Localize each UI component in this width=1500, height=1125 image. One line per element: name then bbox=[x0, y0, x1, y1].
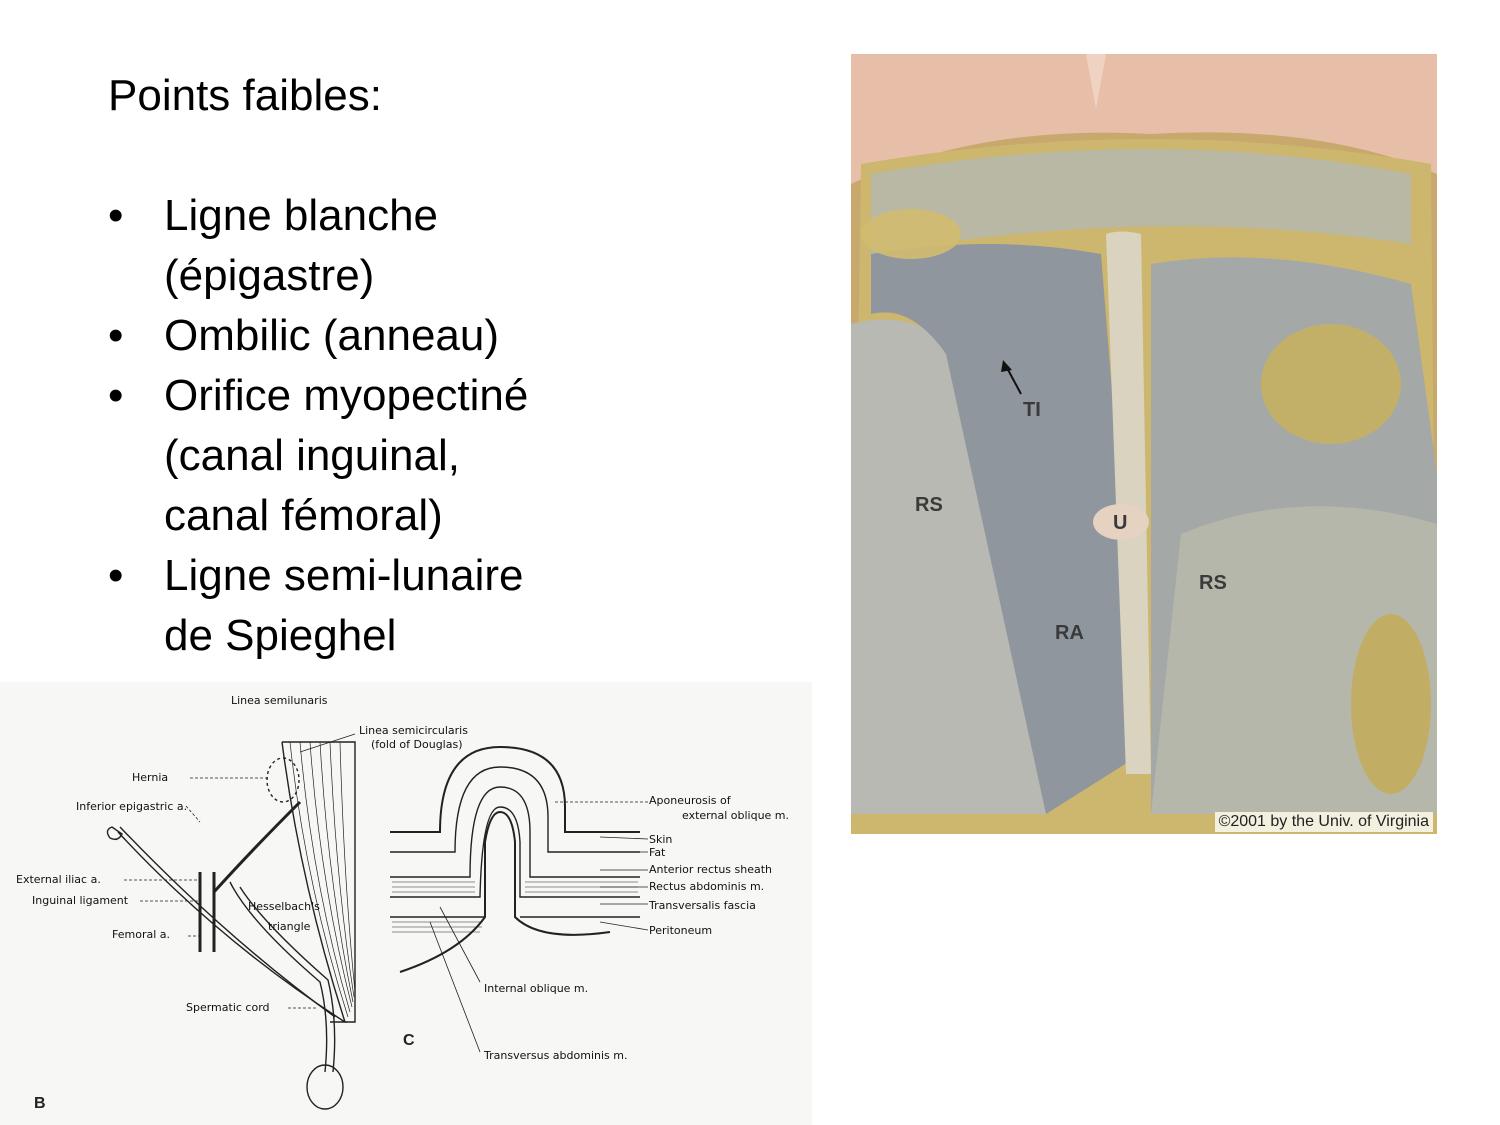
photo-copyright: ©2001 by the Univ. of Virginia bbox=[1215, 812, 1433, 832]
list-item bbox=[108, 306, 628, 366]
dissection-photo-illustration bbox=[851, 54, 1437, 834]
bullet-text-line: (épigastre) bbox=[164, 251, 375, 300]
label-external-oblique: external oblique m. bbox=[682, 809, 790, 822]
weak-points-list bbox=[108, 186, 628, 666]
bullet-icon: • bbox=[108, 551, 124, 600]
panel-letter-c: C bbox=[403, 1032, 415, 1049]
dissection-photo bbox=[851, 54, 1437, 834]
label-hesselbach: Hesselbach's bbox=[248, 900, 320, 913]
bullet-text-line: canal fémoral) bbox=[164, 491, 443, 540]
panel-letter-b: B bbox=[34, 1095, 46, 1112]
label-internal-oblique: Internal oblique m. bbox=[484, 982, 589, 995]
list-item bbox=[108, 366, 628, 546]
list-item bbox=[108, 186, 628, 306]
label-spermatic-cord: Spermatic cord bbox=[186, 1001, 270, 1014]
bullet-text-line: Ombilic (anneau) bbox=[164, 311, 500, 360]
photo-label-ti: TI bbox=[1023, 399, 1041, 421]
label-fold-of-douglas: (fold of Douglas) bbox=[371, 738, 463, 751]
label-peritoneum: Peritoneum bbox=[649, 924, 713, 937]
label-transversus-abdominis: Transversus abdominis m. bbox=[484, 1049, 628, 1062]
photo-label-u: U bbox=[1113, 512, 1128, 534]
list-item bbox=[108, 546, 628, 666]
bullet-text-line: de Spieghel bbox=[164, 611, 397, 660]
bullet-text-line: Ligne semi-lunaire bbox=[164, 551, 524, 600]
label-inferior-epigastric: Inferior epigastric a. bbox=[76, 800, 188, 813]
bullet-text-line: Orifice myopectiné bbox=[164, 371, 529, 420]
photo-label-rs-left: RS bbox=[915, 494, 943, 516]
label-rectus-abdominis: Rectus abdominis m. bbox=[649, 880, 765, 893]
bullet-text-line: Ligne blanche bbox=[164, 191, 439, 240]
slide-title: Points faibles: bbox=[108, 71, 382, 120]
label-hernia: Hernia bbox=[132, 771, 169, 784]
bullet-icon: • bbox=[108, 311, 124, 360]
photo-label-ra: RA bbox=[1055, 622, 1084, 644]
hernia-anatomy-figure bbox=[0, 682, 812, 1125]
label-external-iliac: External iliac a. bbox=[16, 873, 101, 886]
label-transversalis-fascia: Transversalis fascia bbox=[649, 899, 756, 912]
label-skin: Skin bbox=[649, 833, 673, 846]
label-fat: Fat bbox=[649, 846, 666, 859]
label-linea-semilunaris: Linea semilunaris bbox=[231, 694, 328, 707]
label-linea-semicircularis: Linea semicircularis bbox=[359, 724, 468, 737]
label-hesselbach-triangle: triangle bbox=[268, 920, 311, 933]
bullet-text-line: (canal inguinal, bbox=[164, 431, 460, 480]
bullet-icon: • bbox=[108, 191, 124, 240]
label-inguinal-ligament: Inguinal ligament bbox=[32, 894, 129, 907]
label-anterior-rectus-sheath: Anterior rectus sheath bbox=[649, 863, 773, 876]
label-femoral: Femoral a. bbox=[112, 928, 170, 941]
bullet-icon: • bbox=[108, 371, 124, 420]
label-aponeurosis: Aponeurosis of bbox=[649, 794, 731, 807]
photo-label-rs-right: RS bbox=[1199, 572, 1227, 594]
